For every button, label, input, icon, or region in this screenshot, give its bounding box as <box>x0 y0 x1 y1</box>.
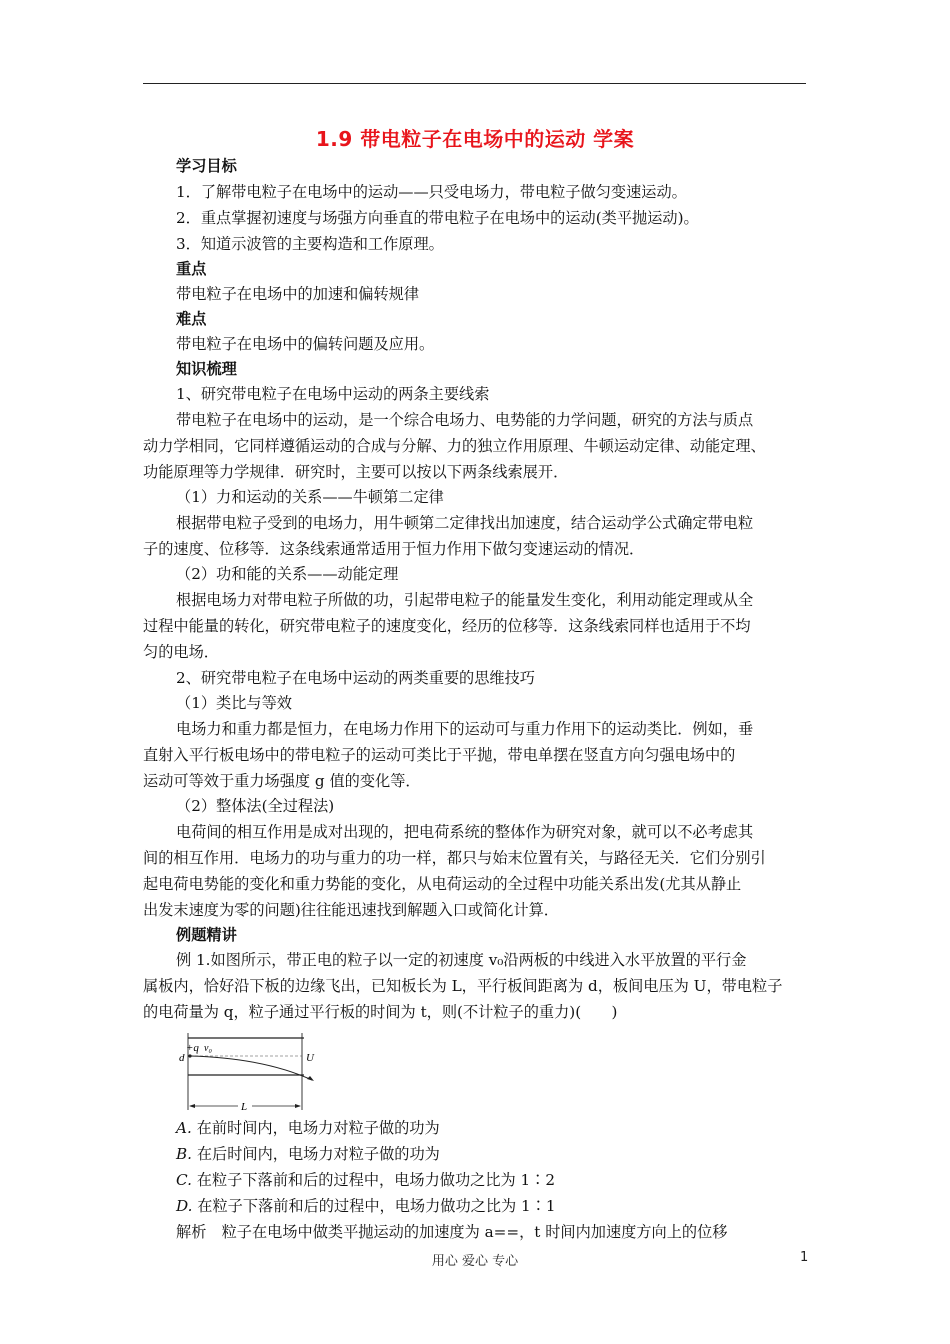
paragraph-line: 电荷间的相互作用是成对出现的，把电荷系统的整体作为研究对象，就可以不必考虑其 <box>176 823 754 841</box>
option-letter: C. <box>176 1171 192 1189</box>
objective-item: 1．了解带电粒子在电场中的运动——只受电场力，带电粒子做匀变速运动。 <box>176 183 687 201</box>
paragraph-line: 过程中能量的转化，研究带电粒子的速度变化，经历的位移等．这条线索同样也适用于不均 <box>143 617 751 635</box>
parallel-plate-figure <box>174 1030 324 1110</box>
particle-trajectory <box>190 1056 312 1080</box>
paragraph-line: 匀的电场． <box>143 643 219 661</box>
paragraph-line: 直射入平行板电场中的带电粒子的运动可类比于平抛，带电单摆在竖直方向匀强电场中的 <box>143 746 736 764</box>
label-L: L <box>241 1101 248 1110</box>
option-text: 在后时间内，电场力对粒子做的功为 <box>196 1145 440 1163</box>
option-text: 在粒子下落前和后的过程中，电场力做功之比为 1∶2 <box>196 1171 556 1189</box>
option-b <box>176 1144 440 1164</box>
length-arrow-right <box>295 1104 301 1108</box>
paragraph-line: 带电粒子在电场中的运动，是一个综合电场力、电势能的力学问题，研究的方法与质点 <box>176 411 754 429</box>
option-d <box>176 1196 556 1216</box>
difficulty-text: 带电粒子在电场中的偏转问题及应用。 <box>176 335 435 353</box>
paragraph-line: 间的相互作用．电场力的功与重力的功一样，都只与始末位置有关，与路径无关．它们分别引 <box>143 849 766 867</box>
paragraph-line: 起电荷电势能的变化和重力势能的变化，从电荷运动的全过程中功能关系出发(尤其从静止 <box>143 875 742 893</box>
option-letter: B. <box>176 1145 192 1163</box>
footer-text: 用心 爱心 专心 <box>431 1254 519 1269</box>
label-d: d <box>179 1052 185 1064</box>
page-number: 1 <box>800 1250 809 1265</box>
section-2-title: 2、研究带电粒子在电场中运动的两类重要的思维技巧 <box>176 669 535 687</box>
particle-dot <box>188 1054 191 1057</box>
label-U: U <box>306 1052 314 1064</box>
paragraph-line: 出发末速度为零的问题)往往能迅速找到解题入口或简化计算． <box>143 901 559 919</box>
example-line: 的电荷量为 q，粒子通过平行板的时间为 t，则(不计粒子的重力)( ) <box>143 1003 618 1021</box>
paragraph-line: 运动可等效于重力场强度 g 值的变化等． <box>143 772 421 790</box>
option-letter: A. <box>176 1119 192 1137</box>
paragraph-line: 功能原理等力学规律．研究时，主要可以按以下两条线索展开． <box>143 463 569 481</box>
key-point-text: 带电粒子在电场中的加速和偏转规律 <box>176 285 419 303</box>
header-rule <box>143 83 806 84</box>
option-c <box>176 1170 555 1190</box>
option-letter: D. <box>176 1197 193 1215</box>
example-line: 例 1.如图所示，带正电的粒子以一定的初速度 v₀沿两板的中线进入水平放置的平行金 <box>176 951 747 969</box>
section-1b-title: （2）功和能的关系——动能定理 <box>176 565 399 583</box>
label-v0: v₀ <box>204 1043 212 1054</box>
examples-heading: 例题精讲 <box>176 926 237 944</box>
section-2b-title: （2）整体法(全过程法) <box>176 797 335 815</box>
example-line: 属板内，恰好沿下板的边缘飞出，已知板长为 L，平行板间距离为 d，板间电压为 U，带电粒子 <box>143 977 783 995</box>
page-title: 1.9 带电粒子在电场中的运动 学案 <box>315 127 635 151</box>
paragraph-line: 根据电场力对带电粒子所做的功，引起带电粒子的能量发生变化，利用动能定理或从全 <box>176 591 754 609</box>
section-1a-title: （1）力和运动的关系——牛顿第二定律 <box>176 488 444 506</box>
option-text: 在前时间内，电场力对粒子做的功为 <box>196 1119 440 1137</box>
difficulty-heading: 难点 <box>176 310 207 328</box>
analysis-line: 解析 粒子在电场中做类平抛运动的加速度为 a==，t 时间内加速度方向上的位移 <box>176 1223 728 1241</box>
label-q: +q <box>186 1042 199 1054</box>
length-arrow-left <box>189 1104 195 1108</box>
paragraph-line: 电场力和重力都是恒力，在电场力作用下的运动可与重力作用下的运动类比．例如，垂 <box>176 720 754 738</box>
paragraph-line: 根据带电粒子受到的电场力，用牛顿第二定律找出加速度，结合运动学公式确定带电粒 <box>176 514 754 532</box>
option-a <box>176 1118 440 1138</box>
section-1-title: 1、研究带电粒子在电场中运动的两条主要线索 <box>176 385 490 403</box>
objective-item: 2．重点掌握初速度与场强方向垂直的带电粒子在电场中的运动(类平抛运动)。 <box>176 209 699 227</box>
objective-item: 3．知道示波管的主要构造和工作原理。 <box>176 235 444 253</box>
paragraph-line: 子的速度、位移等．这条线索通常适用于恒力作用下做匀变速运动的情况． <box>143 540 645 558</box>
knowledge-heading: 知识梳理 <box>176 360 237 378</box>
option-text: 在粒子下落前和后的过程中，电场力做功之比为 1∶1 <box>197 1197 556 1215</box>
objectives-heading: 学习目标 <box>176 157 237 175</box>
key-point-heading: 重点 <box>176 260 207 278</box>
section-2a-title: （1）类比与等效 <box>176 694 292 712</box>
paragraph-line: 动力学相同，它同样遵循运动的合成与分解、力的独立作用原理、牛顿运动定律、动能定理、 <box>143 437 766 455</box>
trajectory-arrow <box>307 1076 314 1081</box>
